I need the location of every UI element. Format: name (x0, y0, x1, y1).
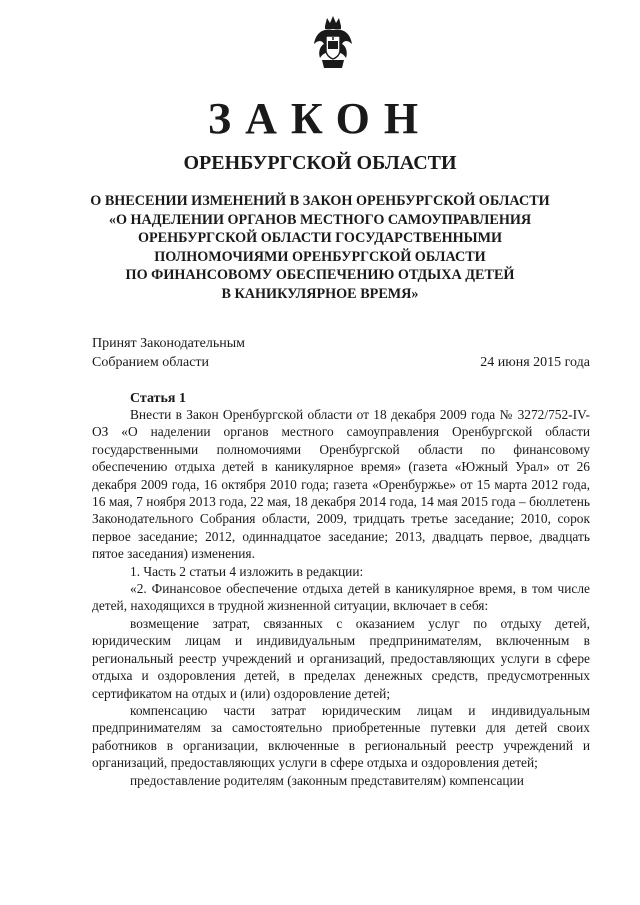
article-body (92, 406, 590, 789)
law-heading (60, 192, 580, 304)
paragraph: Внести в Закон Оренбургской области от 18 декабря 2009 года № 3272/752-IV-ОЗ «О наделении органов местного самоуправления Оренбургской области государственными полномочиями Оренбургской области по финансовому обеспечению отдыха детей в каникулярное время» (газета «Южный Урал» от 26 декабря 2009 года, 16 октября 2010 года; газета «Оренбуржье» от 15 марта 2012 года, 16 мая, 7 ноября 2013 года, 22 мая, 18 декабря 2014 года, 14 мая 2015 года – бюллетень Законодательного Собрания области, 2009, тридцать третье заседание; 2010, сорок первое заседание; 2012, одиннадцатое заседание; 2013, двадцать первое, двадцать пятое заседания) изменения. (92, 407, 590, 562)
paragraph: 1. Часть 2 статьи 4 изложить в редакции: (130, 563, 364, 579)
heading-line: ПО ФИНАНСОВОМУ ОБЕСПЕЧЕНИЮ ОТДЫХА ДЕТЕЙ (125, 267, 515, 284)
paragraph: компенсацию части затрат юридическим лицам и индивидуальным предпринимателям за самостоятельно приобретенные путевки для детей своих работников в организации, включенные в региональный реестр учреждений и организаций, предоставляющих услуги в сфере отдыха и оздоровления детей; (92, 702, 590, 771)
heading-line: «О НАДЕЛЕНИИ ОРГАНОВ МЕСТНОГО САМОУПРАВЛЕНИЯ (108, 211, 532, 228)
paragraph: «2. Финансовое обеспечение отдыха детей в каникулярное время, в том числе детей, находящихся в трудной жизненной ситуации, включает в себя: (92, 581, 590, 614)
heading-line: ОРЕНБУРГСКОЙ ОБЛАСТИ ГОСУДАРСТВЕННЫМИ (137, 230, 503, 247)
paragraph: предоставление родителям (законным представителям) компенсации (130, 772, 524, 788)
heading-line: В КАНИКУЛЯРНОЕ ВРЕМЯ» (221, 285, 419, 302)
adoption-block (92, 334, 245, 372)
article-title: Статья 1 (130, 391, 186, 406)
heading-line: ПОЛНОМОЧИЯМИ ОРЕНБУРГСКОЙ ОБЛАСТИ (154, 248, 486, 265)
paragraph: возмещение затрат, связанных с оказанием услуг по отдыху детей, юридическим лицам и индивидуальным предпринимателям, включенным в региональный реестр учреждений и организаций, предоставляющих услуги в сфере отдыха и оздоровления детей, в пределах денежных средств, предусмотренных сертификатом на отдых и (или) оздоровление детей; (92, 615, 590, 701)
adoption-line: Принят Законодательным (92, 336, 245, 351)
heading-line: О ВНЕСЕНИИ ИЗМЕНЕНИЙ В ЗАКОН ОРЕНБУРГСКОЙ ОБЛАСТИ (90, 193, 550, 209)
adoption-date: 24 июня 2015 года (480, 355, 590, 370)
document-title: ЗАКОН (207, 94, 433, 143)
adoption-line: Собранием области (92, 355, 210, 370)
document-subtitle: ОРЕНБУРГСКОЙ ОБЛАСТИ (183, 152, 457, 174)
coat-of-arms-icon (312, 14, 354, 72)
